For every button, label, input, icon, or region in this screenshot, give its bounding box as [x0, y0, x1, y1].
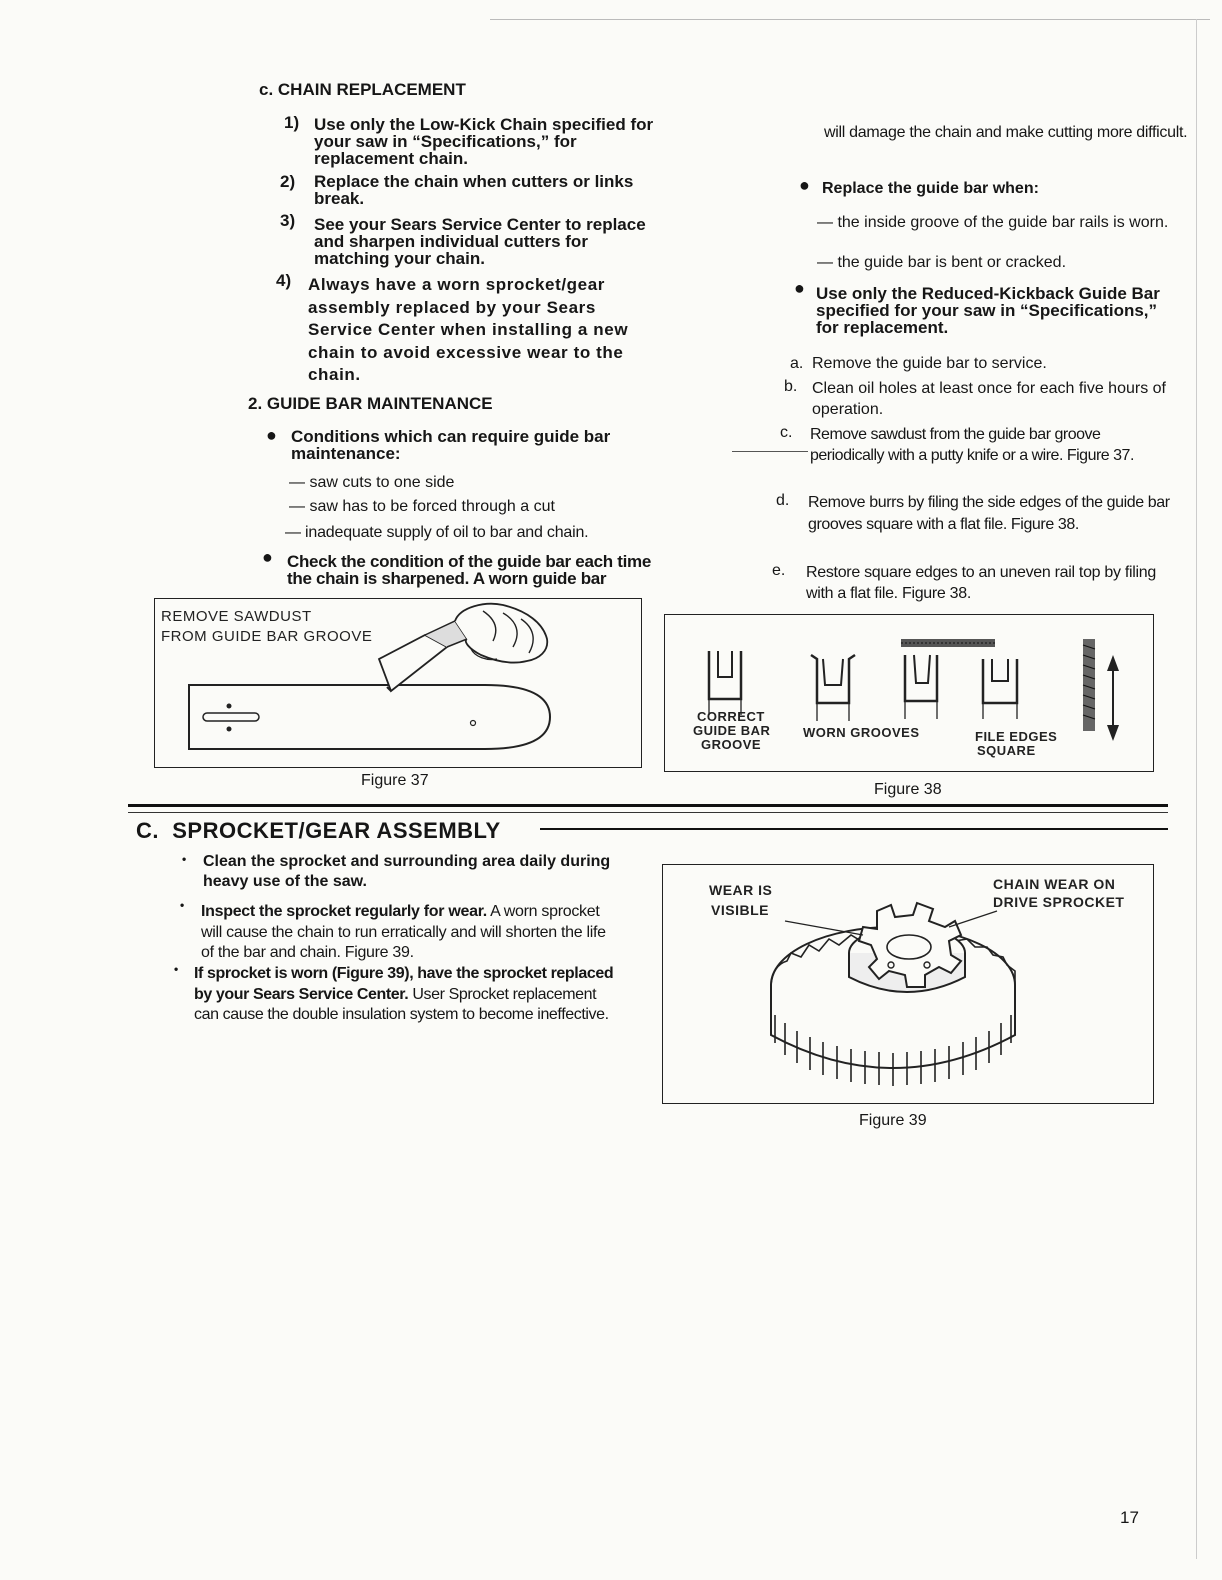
step-b-text: Clean oil holes at least once for each five hours of operation.: [812, 380, 1166, 418]
sprocket-bullet-1-bold: Clean the sprocket and surrounding area daily during heavy use of the saw.: [203, 853, 611, 890]
guide-bar-heading: 2. GUIDE BAR MAINTENANCE: [248, 394, 493, 413]
bullet-dot: ●: [262, 547, 273, 567]
bullet-dot: ●: [266, 425, 277, 445]
item-2-text: Replace the chain when cutters or links break.: [314, 172, 634, 208]
step-e-letter: e.: [772, 562, 786, 579]
figure-39-box: [662, 864, 1154, 1104]
step-d-text: Remove burrs by filing the side edges of the guide bar grooves square with a flat file. Figure 38.: [808, 494, 1170, 533]
check-continued-text: will damage the chain and make cutting more difficult.: [824, 124, 1188, 141]
right-border-line: [1196, 19, 1197, 1559]
replace-heading: Replace the guide bar when:: [822, 180, 1039, 197]
sprocket-bullet-3-bold: If sprocket is worn (Figure 39), have the sprocket replaced by your Sears Service Center.: [194, 965, 614, 1003]
condition-1: — saw cuts to one side: [289, 474, 455, 491]
figure-39-caption: Figure 39: [859, 1112, 927, 1129]
condition-3: — inadequate supply of oil to bar and chain.: [285, 524, 589, 541]
sprocket-bullet-3-text: User Sprocket replacement can cause the double insulation system to become ineffective.: [194, 985, 609, 1023]
fig37-label-line2: FROM GUIDE BAR GROOVE: [161, 628, 373, 645]
step-e-text: Restore square edges to an uneven rail top by filing with a flat file. Figure 38.: [806, 564, 1156, 602]
figure-38-box: [664, 614, 1154, 772]
conditions-heading: Conditions which can require guide bar maintenance:: [291, 427, 611, 463]
sprocket-heading: C. SPROCKET/GEAR ASSEMBLY: [136, 818, 501, 843]
item-1-text: Use only the Low-Kick Chain specified for your saw in “Specifications,” for replacement chain.: [314, 115, 654, 168]
chain-replacement-heading: c. CHAIN REPLACEMENT: [259, 80, 466, 99]
bullet-dot: •: [180, 898, 185, 912]
step-c-text: Remove sawdust from the guide bar groove periodically with a putty knife or a wire. Figure 37.: [810, 426, 1134, 464]
fig38-correct-line2: GUIDE BAR: [693, 723, 771, 738]
check-condition-text: Check the condition of the guide bar each time the chain is sharpened. A worn guide bar: [287, 552, 652, 588]
fig39-left-line2: VISIBLE: [711, 902, 769, 918]
figure-38-caption: Figure 38: [874, 781, 942, 798]
fig38-correct-line1: CORRECT: [697, 709, 765, 724]
item-3-text: See your Sears Service Center to replace and sharpen individual cutters for matching your chain.: [314, 215, 646, 268]
fig39-right-line2: DRIVE SPROCKET: [993, 894, 1125, 910]
sprocket-gear-illustration: [663, 865, 1153, 1103]
section-divider: [540, 828, 1168, 830]
replace-item-1: — the inside groove of the guide bar rails is worn.: [817, 214, 1169, 231]
replace-item-2: — the guide bar is bent or cracked.: [817, 254, 1067, 271]
fig38-worn-label: WORN GROOVES: [803, 725, 920, 740]
section-divider: [128, 812, 1168, 813]
bullet-dot: •: [182, 852, 187, 866]
figure-37-box: [154, 598, 642, 768]
condition-2: — saw has to be forced through a cut: [289, 498, 555, 515]
item-2-number: 2): [280, 172, 296, 191]
bullet-dot: •: [174, 962, 179, 976]
bullet-dot: ●: [794, 278, 805, 298]
fig38-file-line2: SQUARE: [977, 743, 1036, 758]
step-a-letter: a.: [790, 355, 804, 372]
step-d-letter: d.: [776, 492, 790, 509]
item-3-number: 3): [280, 211, 296, 230]
sprocket-bullet-3: [194, 964, 616, 1026]
sprocket-bullet-1: [203, 852, 623, 892]
stray-line: [732, 451, 808, 452]
bullet-dot: ●: [799, 175, 810, 195]
figure-37-caption: Figure 37: [361, 772, 429, 789]
fig38-file-line1: FILE EDGES: [975, 729, 1058, 744]
fig38-correct-line3: GROOVE: [701, 737, 762, 752]
step-c-letter: c.: [780, 424, 793, 441]
sprocket-bullet-2-bold: Inspect the sprocket regularly for wear.: [201, 903, 487, 920]
fig37-label-line1: REMOVE SAWDUST: [161, 608, 312, 625]
use-only-text: Use only the Reduced-Kickback Guide Bar specified for your saw in “Specifications,” for replacement.: [816, 284, 1160, 337]
guide-bar-illustration: [155, 599, 641, 767]
fig39-left-line1: WEAR IS: [709, 882, 773, 898]
fig39-right-line1: CHAIN WEAR ON: [993, 876, 1116, 892]
page-number: 17: [1120, 1508, 1139, 1527]
sprocket-bullet-2-text: A worn sprocket will cause the chain to run erratically and will shorten the life of the bar and chain. Figure 39.: [201, 903, 606, 961]
item-4-text: Always have a worn sprocket/gear assembly replaced by your Sears Service Center when installing a new chain to avoid excessive wear to the chain.: [308, 275, 629, 384]
step-b-letter: b.: [784, 378, 798, 395]
item-4-number: 4): [276, 271, 292, 290]
sprocket-bullet-2: [201, 902, 615, 964]
item-1-number: 1): [284, 113, 300, 132]
top-border-line: [490, 19, 1210, 20]
step-a-text: Remove the guide bar to service.: [812, 355, 1047, 372]
section-divider: [128, 804, 1168, 807]
